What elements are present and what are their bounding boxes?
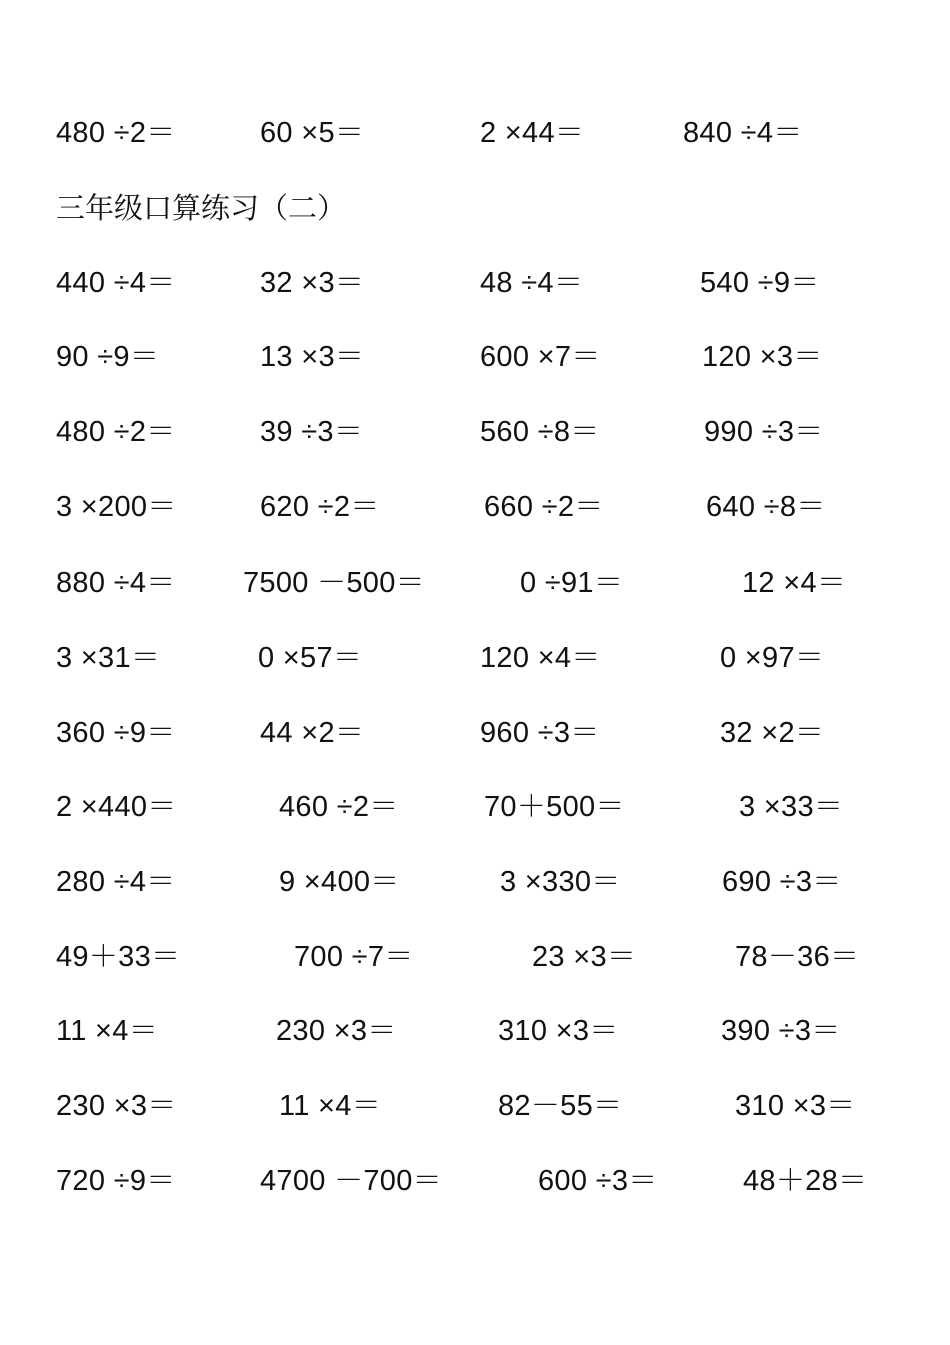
problem: 990 ÷3＝ [704, 416, 824, 448]
problem: 460 ÷2＝ [279, 791, 399, 823]
problem: 230 ×3＝ [276, 1015, 397, 1047]
problem: 840 ÷4＝ [683, 117, 803, 149]
problem: 480 ÷2＝ [56, 117, 176, 149]
problem: 560 ÷8＝ [480, 416, 600, 448]
problem-row [0, 263, 950, 303]
problem: 120 ×4＝ [480, 642, 601, 674]
problem: 23 ×3＝ [532, 941, 637, 973]
problem: 12 ×4＝ [742, 567, 847, 599]
problem-row [0, 937, 950, 977]
section-title: 三年级口算练习（二） [56, 191, 347, 225]
problem-row [0, 563, 950, 603]
problem: 0 ×97＝ [720, 642, 825, 674]
problem-row [0, 412, 950, 452]
problem: 600 ×7＝ [480, 341, 601, 373]
problem-row [0, 713, 950, 753]
problem: 82－55＝ [498, 1090, 623, 1122]
problem: 230 ×3＝ [56, 1090, 177, 1122]
problem: 310 ×3＝ [498, 1015, 619, 1047]
problem: 49＋33＝ [56, 941, 181, 973]
problem: 360 ÷9＝ [56, 717, 176, 749]
top-row [0, 113, 950, 153]
problem: 48＋28＝ [743, 1165, 868, 1197]
problem: 880 ÷4＝ [56, 567, 176, 599]
problem: 39 ÷3＝ [260, 416, 364, 448]
problem: 3 ×200＝ [56, 491, 177, 523]
problem: 2 ×44＝ [480, 117, 585, 149]
problem-row [0, 1086, 950, 1126]
problem-row [0, 638, 950, 678]
problem: 78－36＝ [735, 941, 860, 973]
problem-row [0, 487, 950, 527]
problem: 7500 －500＝ [243, 567, 425, 599]
problem: 960 ÷3＝ [480, 717, 600, 749]
problem: 3 ×31＝ [56, 642, 161, 674]
problem: 720 ÷9＝ [56, 1165, 176, 1197]
problem: 660 ÷2＝ [484, 491, 604, 523]
problem-row [0, 862, 950, 902]
problem: 13 ×3＝ [260, 341, 365, 373]
problem: 3 ×330＝ [500, 866, 621, 898]
problem: 9 ×400＝ [279, 866, 400, 898]
problem: 3 ×33＝ [739, 791, 844, 823]
problem: 120 ×3＝ [702, 341, 823, 373]
problem: 280 ÷4＝ [56, 866, 176, 898]
problem-row [0, 1161, 950, 1201]
problem: 620 ÷2＝ [260, 491, 380, 523]
problem: 11 ×4＝ [279, 1090, 382, 1122]
problem: 480 ÷2＝ [56, 416, 176, 448]
problem-row [0, 787, 950, 827]
problem: 440 ÷4＝ [56, 267, 176, 299]
problem: 390 ÷3＝ [721, 1015, 841, 1047]
problem: 2 ×440＝ [56, 791, 177, 823]
problem: 690 ÷3＝ [722, 866, 842, 898]
problem-row [0, 337, 950, 377]
problem: 44 ×2＝ [260, 717, 365, 749]
problem: 4700 －700＝ [260, 1165, 442, 1197]
problem: 0 ×57＝ [258, 642, 363, 674]
problem: 540 ÷9＝ [700, 267, 820, 299]
problem: 32 ×2＝ [720, 717, 825, 749]
problem: 600 ÷3＝ [538, 1165, 658, 1197]
problem-row [0, 1011, 950, 1051]
problem: 90 ÷9＝ [56, 341, 160, 373]
problem: 700 ÷7＝ [294, 941, 414, 973]
problem: 310 ×3＝ [735, 1090, 856, 1122]
problem: 60 ×5＝ [260, 117, 365, 149]
problem: 640 ÷8＝ [706, 491, 826, 523]
problem: 48 ÷4＝ [480, 267, 584, 299]
problem: 70＋500＝ [484, 791, 625, 823]
problem: 32 ×3＝ [260, 267, 365, 299]
problem: 11 ×4＝ [56, 1015, 159, 1047]
problem: 0 ÷91＝ [520, 567, 624, 599]
